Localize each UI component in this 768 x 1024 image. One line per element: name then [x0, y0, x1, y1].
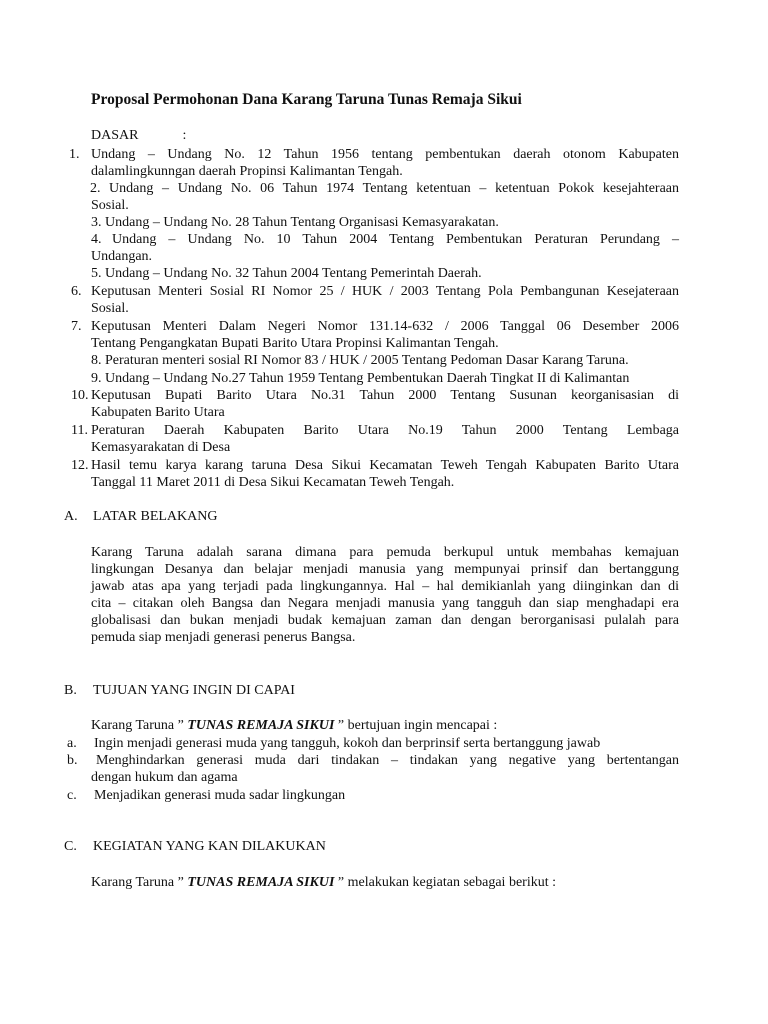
paragraph-line: Karang Taruna adalah sarana dimana para pemuda berkupul untuk membahas kemajuan — [91, 545, 679, 560]
dasar-item-12 — [71, 457, 679, 491]
item-line-1: Undang – Undang No.27 Tahun 1959 Tentang Pembentukan Daerah Tingkat II di Kalimantan — [105, 371, 630, 386]
section-a-heading — [64, 508, 217, 525]
organization-name: TUNAS REMAJA SIKUI — [187, 875, 335, 890]
dasar-item-6 — [71, 283, 679, 317]
dasar-label — [91, 127, 186, 144]
item-number: 1. — [69, 147, 80, 162]
item-line-1: Undang – Undang No. 12 Tahun 1956 tentang pembentukan daerah otonom Kabupaten — [91, 147, 679, 162]
item-number: 10. — [71, 388, 89, 403]
item-line-2: Tentang Pengangkatan Bupati Barito Utara Propinsi Kalimantan Tengah. — [91, 336, 499, 351]
section-title: LATAR BELAKANG — [93, 509, 218, 524]
organization-name: TUNAS REMAJA SIKUI — [187, 718, 335, 733]
intro-text: Karang Taruna — [91, 718, 178, 733]
section-letter: A. — [64, 509, 78, 524]
paragraph-line: globalisasi dan bukan menjadi budak kemajuan zaman dan dengan berorganisasi pulalah para — [91, 613, 679, 628]
dasar-item-11 — [71, 422, 679, 456]
intro-text: bertujuan ingin mencapai : — [344, 718, 498, 733]
item-line-2: Sosial. — [91, 301, 129, 316]
open-quote: ” — [177, 875, 184, 890]
item-line-1: Undang – Undang No. 32 Tahun 2004 Tentang Pemerintah Daerah. — [105, 266, 482, 281]
item-line-1: Peraturan menteri sosial RI Nomor 83 / HUK / 2005 Tentang Pedoman Dasar Karang Taruna. — [105, 353, 629, 368]
point-letter: c. — [67, 788, 77, 803]
section-a-paragraph — [91, 544, 679, 646]
item-number: 5. — [91, 266, 102, 281]
dasar-item-7 — [71, 318, 679, 352]
paragraph-line: lingkungan Desanya dan belajar menjadi manusia yang mempunyai prinsif dan bertanggung — [91, 562, 679, 577]
close-quote: ” — [337, 875, 345, 890]
section-c-heading — [64, 838, 326, 855]
point-letter: b. — [67, 753, 78, 768]
point-letter: a. — [67, 736, 77, 751]
section-b-point-a — [67, 735, 679, 752]
section-c-intro — [91, 874, 556, 891]
item-number: 7. — [71, 319, 82, 334]
item-line-1: Hasil temu karya karang taruna Desa Sikui Kecamatan Teweh Tengah Kabupaten Barito Utara — [91, 458, 679, 473]
item-number: 2. — [90, 181, 101, 196]
point-line-1: Menjadikan generasi muda sadar lingkungan — [94, 788, 346, 803]
dasar-item-9 — [91, 370, 629, 387]
intro-text: Karang Taruna — [91, 875, 178, 890]
dasar-text: DASAR — [91, 128, 139, 143]
dasar-item-4-cont: Undangan. — [91, 249, 153, 264]
item-line-2: Kabupaten Barito Utara — [91, 405, 225, 420]
item-line-1: Peraturan Daerah Kabupaten Barito Utara No.19 Tahun 2000 Tentang Lembaga — [91, 423, 679, 438]
section-b-point-c — [67, 787, 679, 804]
point-line-1: Menghindarkan generasi muda dari tindakan – tindakan yang negative yang bertentangan — [96, 753, 679, 768]
paragraph-line: pemuda siap menjadi generasi penerus Bangsa. — [91, 630, 356, 645]
dasar-item-4 — [91, 231, 679, 248]
close-quote: ” — [337, 718, 345, 733]
item-number: 11. — [71, 423, 88, 438]
dasar-item-2-cont: Sosial. — [91, 198, 129, 213]
item-number: 8. — [91, 353, 102, 368]
item-line-1: Undang – Undang No. 28 Tahun Tentang Organisasi Kemasyarakatan. — [105, 215, 499, 230]
section-title: KEGIATAN YANG KAN DILAKUKAN — [93, 839, 326, 854]
section-letter: B. — [64, 683, 77, 698]
dasar-item-8 — [91, 352, 629, 369]
item-number: 12. — [71, 458, 89, 473]
item-number: 3. — [91, 215, 102, 230]
dasar-item-2 — [90, 180, 679, 197]
dasar-item-5 — [91, 265, 482, 282]
section-b-heading — [64, 682, 295, 699]
item-line-2: dalamlingkunngan daerah Propinsi Kalimantan Tengah. — [91, 164, 403, 179]
dasar-item-3 — [91, 214, 499, 231]
point-line-1: Ingin menjadi generasi muda yang tangguh, kokoh dan berprinsif serta bertanggung jawab — [94, 736, 601, 751]
document-title: Proposal Permohonan Dana Karang Taruna Tunas Remaja Sikui — [91, 91, 522, 108]
item-line-1: Keputusan Menteri Dalam Negeri Nomor 131.14-632 / 2006 Tanggal 06 Desember 2006 — [91, 319, 679, 334]
item-line-2: Tanggal 11 Maret 2011 di Desa Sikui Kecamatan Teweh Tengah. — [91, 475, 455, 490]
item-line-1: Undang – Undang No. 10 Tahun 2004 Tentang Pembentukan Peraturan Perundang – — [112, 232, 679, 247]
item-number: 9. — [91, 371, 102, 386]
section-title: TUJUAN YANG INGIN DI CAPAI — [93, 683, 295, 698]
dasar-item-1 — [69, 146, 679, 180]
section-letter: C. — [64, 839, 77, 854]
dasar-item-10 — [71, 387, 679, 421]
paragraph-line: cita – citakan oleh Bangsa dan Negara menjadi manusia yang tangguh dan siap menghadapi era — [91, 596, 679, 611]
item-line-1: Keputusan Bupati Barito Utara No.31 Tahun 2000 Tentang Susunan keorganisasian di — [91, 388, 679, 403]
item-line-1: Undang – Undang No. 06 Tahun 1974 Tentang ketentuan – ketentuan Pokok kesejahteraan — [109, 181, 679, 196]
section-b-intro — [91, 717, 497, 734]
intro-text: melakukan kegiatan sebagai berikut : — [344, 875, 556, 890]
dasar-colon: : — [182, 128, 187, 143]
open-quote: ” — [177, 718, 184, 733]
item-line-2: Kemasyarakatan di Desa — [91, 440, 231, 455]
item-line-1: Keputusan Menteri Sosial RI Nomor 25 / HUK / 2003 Tentang Pola Pembangunan Kesejateraan — [91, 284, 679, 299]
paragraph-line: jawab atas apa yang terjadi pada lingkungannya. Hal – hal demikianlah yang diinginkan dan di — [91, 579, 679, 594]
section-b-point-b — [67, 752, 679, 769]
item-number: 6. — [71, 284, 82, 299]
section-b-point-b-cont: dengan hukum dan agama — [91, 770, 238, 785]
item-number: 4. — [91, 232, 102, 247]
